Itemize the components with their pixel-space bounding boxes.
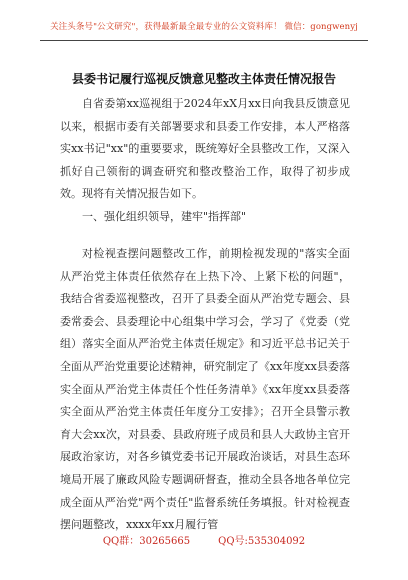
footer-contact	[0, 532, 408, 547]
section-heading-1: 一、强化组织领导，建牢"指挥部"	[82, 210, 247, 223]
footer-qq-group: QQ群：30265665	[102, 536, 191, 547]
intro-paragraph: 自省委第xx巡视组于2024年xX月xx日向我县反馈意见以来，根据市委有关部署要求和县委工作安排，本人严格落实xx书记"xx"的重要要求，既统筹好全县整改工作，又深入抓好自己领衔的调查研究和整改整治工作，取得了初步成效。现将有关情况报告如下。	[60, 97, 350, 201]
section-1-paragraph: 对检视查摆问题整改工作，前期检视发现的"落实全面从严治党主体责任依然存在上热下冷、上紧下松的问题"，我结合省委巡视整改，召开了县委全面从严治党专题会、县委常委会、县委理论中心组集中学习会，学习了《党委（党组）落实全面从严治党主体责任规定》和习近平总书记关于全面从严治党重要论述精神，研究制定了《xx年度xx县委落实全面从严治党主体责任个性任务清单》《xx年度xx县委落实全面从严治党主体责任年度分工安排》；召开全县警示教育大会xx次，对县委、县政府班子成员和县人大政协主官开展政治家访，对各乡镇党委书记开展政治谈话，对县生态环境局开展了廉政风险专题调研督查，推动全县各地各单位完成全面从严治党"两个责任"监督系统任务填报。针对检视查摆问题整改，xxxx年xx月履行管	[60, 247, 350, 532]
header-divider	[40, 40, 368, 41]
footer-qq-number: QQ号:535304092	[218, 536, 306, 547]
header-notice: 关注头条号"公文研究"，获得最新最全最专业的公文资料库！ 微信：gongwenyj	[50, 22, 358, 32]
document-title: 县委书记履行巡视反馈意见整改主体责任情况报告	[71, 72, 336, 86]
